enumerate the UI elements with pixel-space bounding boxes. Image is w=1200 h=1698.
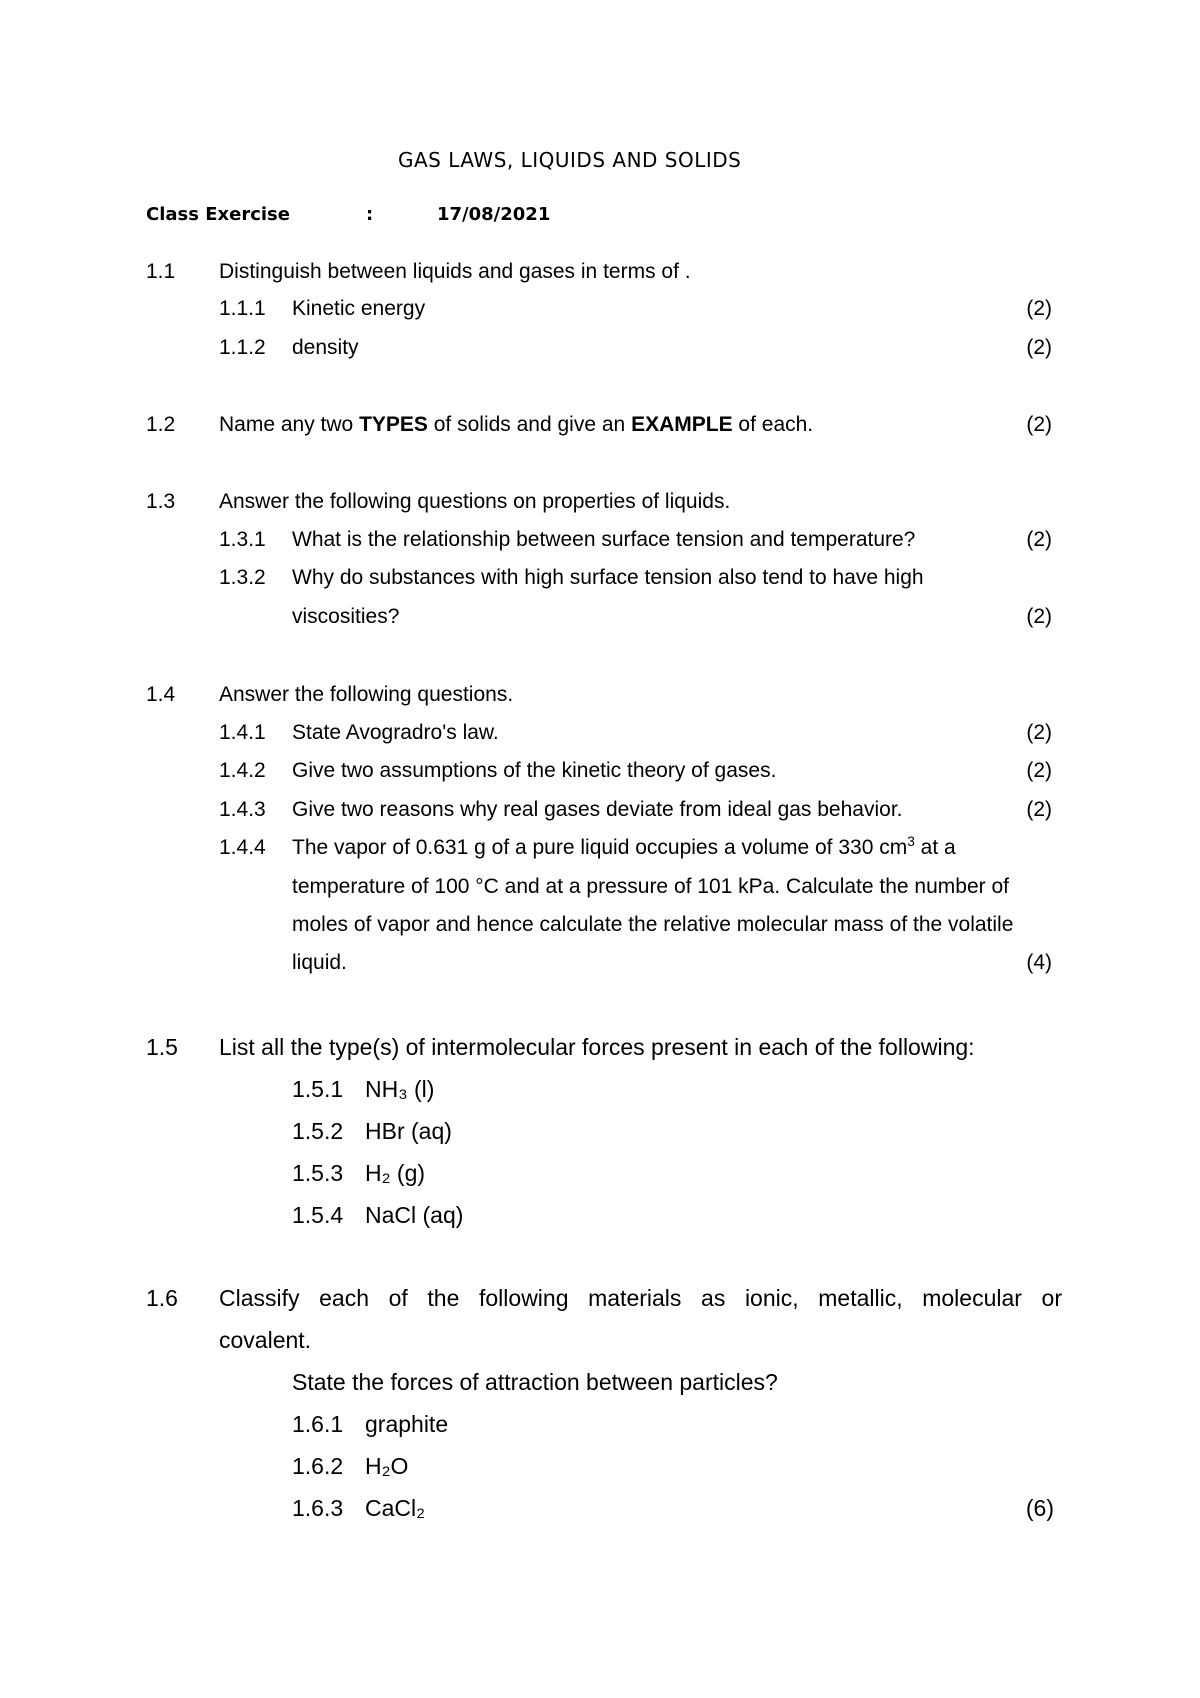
sub-number-1-4-2: 1.4.2 — [219, 759, 266, 782]
sub-text-1-1-1: Kinetic energy — [292, 297, 426, 320]
sub-number-1-6-1: 1.6.1 — [292, 1411, 344, 1437]
emphasis-example: EXAMPLE — [631, 413, 733, 436]
sub-number-1-6-2: 1.6.2 — [292, 1453, 344, 1479]
sub-text-1-3-2-line2: viscosities? — [292, 605, 400, 628]
sub-text-1-4-4-line1: The vapor of 0.631 g of a pure liquid occupies a volume of 330 $cm^3$ at a — [292, 834, 956, 859]
sub-text-1-5-3: H₂ (g) — [365, 1160, 426, 1186]
sub-number-1-4-1: 1.4.1 — [219, 721, 266, 744]
marks-1-4-2: (2) — [1026, 759, 1052, 782]
question-text-1-3: Answer the following questions on properties of liquids. — [219, 490, 731, 513]
sub-number-1-5-1: 1.5.1 — [292, 1076, 344, 1102]
sub-text-1-4-1: State Avogradro's law. — [292, 721, 499, 744]
question-text-1-6-line1: Classify each of the following materials as ionic, metallic, molecular or — [219, 1285, 1062, 1311]
header-separator: : — [366, 204, 374, 225]
question-text-1-4: Answer the following questions. — [219, 683, 514, 706]
sub-text-1-5-4: NaCl (aq) — [365, 1202, 464, 1228]
sub-text-1-3-1: What is the relationship between surface tension and temperature? — [292, 528, 916, 551]
page-title: GAS LAWS, LIQUIDS AND SOLIDS — [398, 148, 742, 172]
question-number-1-3: 1.3 — [146, 490, 176, 513]
marks-1-1-1: (2) — [1026, 297, 1052, 320]
question-text-1-1: Distinguish between liquids and gases in terms of . — [219, 260, 691, 283]
marks-1-4-4: (4) — [1026, 951, 1052, 974]
sub-text-1-4-4-line4: liquid. — [292, 951, 347, 974]
marks-1-6: (6) — [1025, 1495, 1054, 1521]
marks-1-1-2: (2) — [1026, 336, 1052, 359]
question-number-1-1: 1.1 — [146, 260, 176, 283]
sub-number-1-5-3: 1.5.3 — [292, 1160, 344, 1186]
question-text-1-6-line2: covalent. — [219, 1327, 312, 1353]
class-exercise-label: Class Exercise — [146, 204, 290, 225]
sub-text-1-1-2: density — [292, 336, 359, 359]
sub-number-1-1-2: 1.1.2 — [219, 336, 266, 359]
question-number-1-5: 1.5 — [146, 1034, 178, 1060]
sub-text-1-4-4-line3: moles of vapor and hence calculate the relative molecular mass of the volatile — [292, 913, 1014, 936]
question-text-1-5: List all the type(s) of intermolecular forces present in each of the following: — [219, 1034, 975, 1060]
sub-number-1-4-4: 1.4.4 — [219, 836, 266, 859]
marks-1-4-1: (2) — [1026, 721, 1052, 744]
emphasis-types: TYPES — [359, 413, 428, 436]
marks-1-3-2: (2) — [1026, 605, 1052, 628]
question-instruction-1-6: State the forces of attraction between particles? — [292, 1369, 778, 1395]
sub-number-1-3-1: 1.3.1 — [219, 528, 266, 551]
sub-number-1-6-3: 1.6.3 — [292, 1495, 344, 1521]
sub-text-1-6-3: CaCl₂ — [365, 1495, 426, 1521]
sub-number-1-3-2: 1.3.2 — [219, 566, 266, 589]
sub-text-1-6-2: H₂O — [365, 1453, 409, 1479]
sub-number-1-4-3: 1.4.3 — [219, 798, 266, 821]
sub-number-1-1-1: 1.1.1 — [219, 297, 266, 320]
question-number-1-2: 1.2 — [146, 413, 176, 436]
sub-text-1-4-4-line2: temperature of 100 °C and at a pressure of 101 kPa. Calculate the number of — [292, 875, 1009, 898]
question-number-1-6: 1.6 — [146, 1285, 178, 1311]
question-number-1-4: 1.4 — [146, 683, 176, 706]
sub-text-1-5-1: NH₃ (l) — [365, 1076, 435, 1102]
marks-1-2: (2) — [1026, 413, 1052, 436]
question-text-1-2: Name any two TYPES of solids and give an EXAMPLE of each. — [219, 413, 814, 436]
sub-number-1-5-2: 1.5.2 — [292, 1118, 344, 1144]
sub-text-1-5-2: HBr (aq) — [365, 1118, 452, 1144]
sub-text-1-3-2-line1: Why do substances with high surface tension also tend to have high — [292, 566, 924, 589]
sub-text-1-6-1: graphite — [365, 1411, 449, 1437]
marks-1-4-3: (2) — [1026, 798, 1052, 821]
sub-number-1-5-4: 1.5.4 — [292, 1202, 344, 1228]
sub-text-1-4-3: Give two reasons why real gases deviate from ideal gas behavior. — [292, 798, 903, 821]
marks-1-3-1: (2) — [1026, 528, 1052, 551]
exercise-date: 17/08/2021 — [437, 204, 551, 225]
sub-text-1-4-2: Give two assumptions of the kinetic theory of gases. — [292, 759, 777, 782]
